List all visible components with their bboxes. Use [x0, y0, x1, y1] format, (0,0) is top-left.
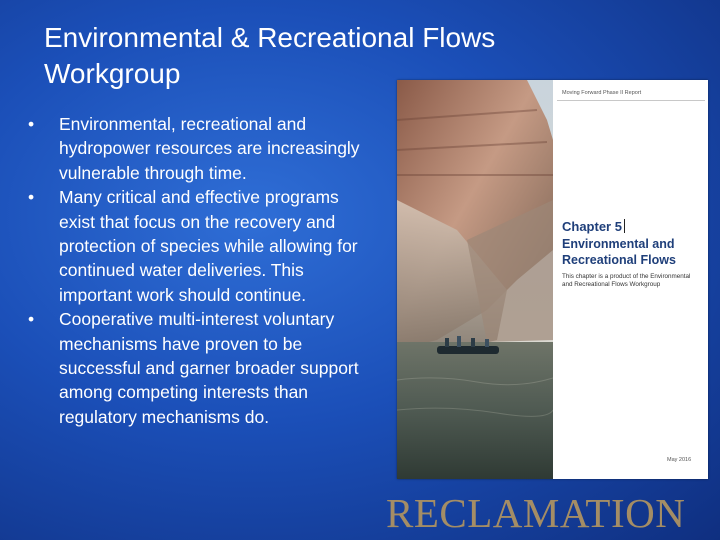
- bullet-item: [28, 307, 373, 429]
- report-header: Moving Forward Phase II Report: [562, 90, 642, 96]
- bullet-list: [28, 112, 373, 429]
- report-divider: [557, 100, 705, 101]
- report-heading: [562, 236, 702, 268]
- bullet-marker: •: [28, 114, 35, 134]
- bullet-text: Environmental, recreational and hydropower resources are increasingly vulnerable through time.: [59, 114, 360, 183]
- bullet-item: [28, 185, 373, 307]
- bullet-marker: •: [28, 309, 35, 330]
- slide-title-line2: Workgroup: [44, 58, 181, 89]
- canyon-river-photo: [397, 80, 553, 479]
- bullet-text: Cooperative multi-interest voluntary mechanisms have proven to be successful and garner broader support among competing interests than regulatory mechanisms do.: [59, 309, 359, 427]
- slide-title-line1: Environmental & Recreational Flows: [44, 22, 496, 53]
- reclamation-logo: RECLAMATION: [386, 490, 686, 536]
- report-description: This chapter is a product of the Environmental and Recreational Flows Workgroup: [562, 273, 691, 288]
- report-chapter: [562, 219, 625, 234]
- report-cover-image: [397, 80, 708, 479]
- report-date: May 2016: [667, 457, 692, 463]
- bullet-text: Many critical and effective programs exist that focus on the recovery and protection of species while allowing for continued water deliveries. This important work should continue.: [59, 187, 358, 305]
- bullet-item: [28, 112, 373, 185]
- text-cursor: [624, 219, 625, 233]
- report-heading-line1: Environmental and: [562, 237, 675, 251]
- bullet-marker: •: [28, 187, 35, 208]
- report-heading-line2: Recreational Flows: [562, 253, 676, 267]
- report-chapter-label: Chapter 5: [562, 219, 622, 234]
